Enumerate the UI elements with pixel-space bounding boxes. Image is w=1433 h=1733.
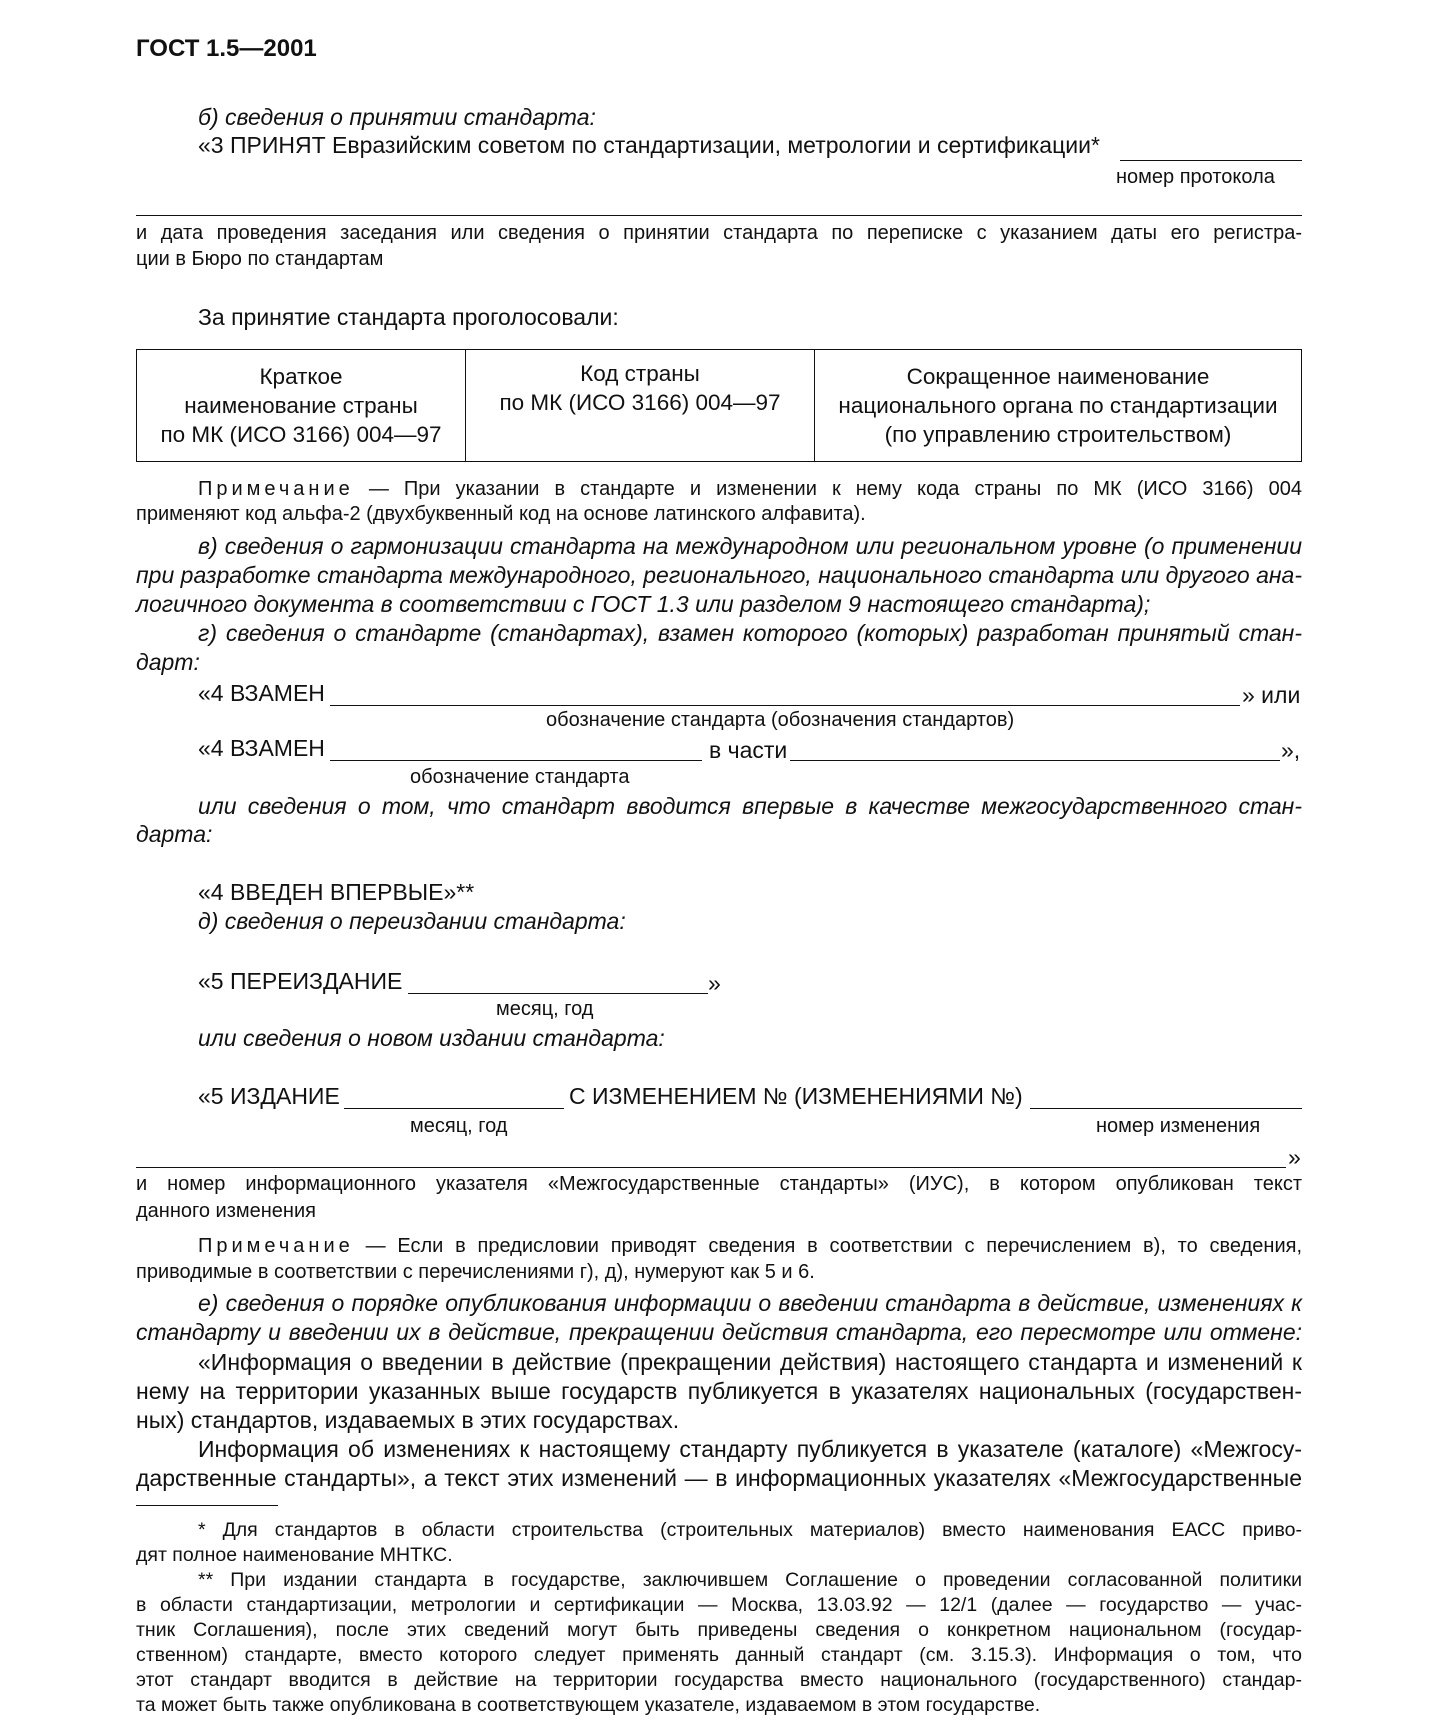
caption-designation-1: обозначение стандарта (обозначения стандартов) xyxy=(546,709,1015,731)
item-g-alt-2: дарта: xyxy=(136,821,213,847)
reissue-label: «5 ПЕРЕИЗДАНИЕ xyxy=(198,968,403,994)
replace-2-end: », xyxy=(1281,737,1301,763)
caption-protocol: номер протокола xyxy=(1116,166,1275,188)
footnote-2-line-2: в области стандартизации, метрологии и сертификации — Москва, 13.03.92 — 12/1 (далее — государство — учас- xyxy=(136,1594,1302,1616)
note1-line-1 xyxy=(198,476,1302,502)
date-blank xyxy=(136,215,1302,216)
item-d-alt: или сведения о новом издании стандарта: xyxy=(198,1025,665,1051)
note-label: Примечание xyxy=(198,1235,354,1257)
note-text: — Если в предисловии приводят сведения в соответствии с перечислением в), то сведения, xyxy=(365,1235,1302,1257)
caption-designation-2: обозначение стандарта xyxy=(410,766,630,788)
footnote-1-line-2: дят полное наименование МНТКС. xyxy=(136,1544,453,1566)
item-g-line-2: дарт: xyxy=(136,649,200,675)
ius-end-quote: » xyxy=(1288,1144,1301,1170)
replace-1-blank xyxy=(330,705,1240,706)
document-header: ГОСТ 1.5—2001 xyxy=(136,35,317,62)
replace-2-label: «4 ВЗАМЕН xyxy=(198,735,325,761)
footnote-2-line-6: та может быть также опубликована в соответствующем указателе, издаваемом в этом государстве. xyxy=(136,1694,1041,1716)
header-line: наименование страны xyxy=(184,393,418,418)
header-line: национального органа по стандартизации xyxy=(838,393,1278,418)
header-line: Краткое xyxy=(259,364,343,389)
item-e-line-1: е) сведения о порядке опубликования информации о введении стандарта в действие, изменениях к xyxy=(198,1290,1302,1316)
header-line: по МК (ИСО 3166) 004—97 xyxy=(499,390,781,415)
replace-1-label: «4 ВЗАМЕН xyxy=(198,680,325,706)
footnote-1-line-1: * Для стандартов в области строительства (строительных материалов) вместо наименования ЕАСС приво- xyxy=(198,1519,1302,1541)
header-line: Сокращенное наименование xyxy=(906,364,1210,389)
note-label: Примечание xyxy=(198,478,354,500)
replace-2-blank xyxy=(330,760,702,761)
item-b-heading: б) сведения о принятии стандарта: xyxy=(198,104,596,130)
first-time-line: «4 ВВЕДЕН ВПЕРВЫЕ»** xyxy=(198,879,475,905)
note2-line-1 xyxy=(198,1233,1302,1259)
item-g-line-1: г) сведения о стандарте (стандартах), взамен которого (которых) разработан принятый стан- xyxy=(198,620,1302,646)
item-e-p2-2: дарственные стандарты», а текст этих изменений — в информационных указателях «Межгосударственные xyxy=(136,1465,1302,1491)
caption-change-number: номер изменения xyxy=(1096,1115,1261,1137)
in-part-label: в части xyxy=(709,737,788,763)
table-header-cell xyxy=(137,350,466,462)
table-header-row xyxy=(137,350,1302,462)
protocol-blank xyxy=(1120,160,1302,161)
item-v-line-2: при разработке стандарта международного, регионального, национального стандарта или другого ана- xyxy=(136,562,1302,588)
item-e-line-2: стандарту и введении их в действие, прекращении действия стандарта, его пересмотре или отмене: xyxy=(136,1319,1302,1345)
item-e-p1-1: «Информация о введении в действие (прекращении действия) настоящего стандарта и изменений к xyxy=(198,1349,1302,1375)
table-header-cell xyxy=(815,350,1302,462)
voting-table xyxy=(136,349,1302,462)
footnote-2-line-5: этот стандарт вводится в действие на территории государства вместо национального (государственного) стандар- xyxy=(136,1669,1302,1691)
reissue-end: » xyxy=(708,970,721,996)
header-line: по МК (ИСО 3166) 004—97 xyxy=(160,422,442,447)
footnote-2-line-1: ** При издании стандарта в государстве, заключившем Соглашение о проведении согласованной политики xyxy=(198,1569,1302,1591)
item-d-cont-2: данного изменения xyxy=(136,1200,316,1222)
item-e-p1-2: нему на территории указанных выше государств публикуется в указателях национальных (государствен- xyxy=(136,1378,1302,1404)
edition-label: «5 ИЗДАНИЕ xyxy=(198,1083,340,1109)
caption-month-year: месяц, год xyxy=(496,998,594,1020)
item-b-cont-2: ции в Бюро по стандартам xyxy=(136,248,384,270)
item-b-cont-1: и дата проведения заседания или сведения о принятии стандарта по переписке с указанием даты его регистра- xyxy=(136,222,1302,244)
item-e-p1-3: ных) стандартов, издаваемых в этих государствах. xyxy=(136,1407,680,1433)
footnote-separator xyxy=(136,1505,278,1506)
item-d-heading: д) сведения о переиздании стандарта: xyxy=(198,908,626,934)
item-v-line-1: в) сведения о гармонизации стандарта на международном или региональном уровне (о применении xyxy=(198,533,1302,559)
header-line: Код страны xyxy=(580,361,700,386)
in-part-blank xyxy=(790,760,1280,761)
change-number-blank xyxy=(1030,1108,1302,1109)
header-line: (по управлению строительством) xyxy=(884,422,1232,447)
edition-blank xyxy=(344,1108,564,1109)
with-change-label: С ИЗМЕНЕНИЕМ № (ИЗМЕНЕНИЯМИ №) xyxy=(569,1083,1023,1109)
footnote-2-line-3: тник Соглашения), после этих сведений могут быть приведены сведения о конкретном национальном (государ- xyxy=(136,1619,1302,1641)
item-b-adopted-line: «3 ПРИНЯТ Евразийским советом по стандартизации, метрологии и сертификации* xyxy=(198,132,1100,158)
note1-line-2: применяют код альфа-2 (двухбуквенный код на основе латинского алфавита). xyxy=(136,503,866,525)
table-header-cell xyxy=(466,350,815,462)
caption-month-year-2: месяц, год xyxy=(410,1115,508,1137)
footnote-2-line-4: ственном) стандарте, вместо которого следует применять данный стандарт (см. 3.15.3). Информация о том, что xyxy=(136,1644,1302,1666)
item-e-p2-1: Информация об изменениях к настоящему стандарту публикуется в указателе (каталоге) «Межгосу- xyxy=(198,1436,1302,1462)
reissue-blank xyxy=(408,993,708,994)
item-g-alt-1: или сведения о том, что стандарт вводится впервые в качестве межгосударственного стан- xyxy=(198,793,1302,819)
replace-1-end: » или xyxy=(1242,682,1301,708)
ius-blank xyxy=(136,1167,1286,1168)
voted-label: За принятие стандарта проголосовали: xyxy=(198,304,619,330)
note-text: — При указании в стандарте и изменении к нему кода страны по МК (ИСО 3166) 004 xyxy=(368,478,1303,500)
note2-line-2: приводимые в соответствии с перечислениями г), д), нумеруют как 5 и 6. xyxy=(136,1261,815,1283)
item-v-line-3: логичного документа в соответствии с ГОСТ 1.3 или разделом 9 настоящего стандарта); xyxy=(136,591,1151,617)
item-d-cont-1: и номер информационного указателя «Межгосударственные стандарты» (ИУС), в котором опубликован текст xyxy=(136,1173,1302,1195)
